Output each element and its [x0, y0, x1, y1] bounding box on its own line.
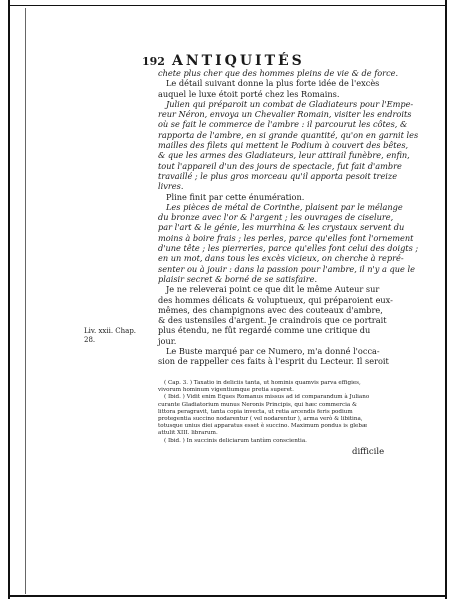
margin-note: [84, 327, 150, 345]
text-line: jour.: [158, 335, 177, 346]
text-line: tout l'appareil d'un des jours de spectacle, fut fait d'ambre: [158, 160, 402, 171]
text-line: mailles des filets qui mettent le Podium à couvert des bêtes,: [158, 140, 409, 151]
text-line: plus étendu, ne fût regardé comme une critique du: [158, 325, 371, 336]
footnote-line: ( Ibid. ) Vidit enim Eques Romanus missus ad id comparandum à Juliano: [164, 394, 370, 401]
text-line: Je ne releverai point ce que dit le même Auteur sur: [166, 284, 380, 295]
scan-border-left: [8, 0, 10, 599]
footnotes: [158, 380, 390, 445]
page-number: 192: [142, 55, 165, 68]
footnote-line: vivorum hominum vigentiumque pretia superet.: [158, 387, 294, 394]
text-line: moins à boire frais ; les perles, parce qu'elles font l'ornement: [158, 232, 414, 243]
text-line: Le détail suivant donne la plus forte idée de l'excès: [166, 78, 380, 89]
text-line: sion de rappeller ces faits à l'esprit du Lecteur. Il seroit: [158, 356, 389, 367]
text-line: du bronze avec l'or & l'argent ; les ouvrages de ciselure,: [158, 212, 394, 223]
footnote-line: littora peragravit, tanta copia invecta, ut retia arcendis feris podium: [158, 408, 353, 415]
footnote-line: protegentia succino nodarentur ( vel nodarentur ), arma verò & libitina,: [158, 416, 363, 423]
text-line: d'une tête ; les pierreries, parce qu'elles font celui des doigts ;: [158, 243, 419, 254]
footnote-line: totusque unius diei apparatus esset è succino. Maximum pondus is glebæ: [158, 423, 368, 430]
text-line: travaillé ; le plus gros morceau qu'il apporta pesoit treize: [158, 170, 398, 181]
scan-border-top: [8, 5, 447, 6]
footnote-line: attulit XIII. librarum.: [158, 430, 218, 437]
text-line: rapporta de l'ambre, en si grande quantité, qu'on en garnit les: [158, 129, 419, 140]
footnote-line: ( Ibid. ) In succinis deliciarum tantùm conscientia.: [164, 437, 307, 444]
text-line: senter ou à jouir : dans la passion pour l'ambre, il n'y a que le: [158, 263, 415, 274]
binding-gutter-line: [25, 8, 26, 594]
text-line: Le Buste marqué par ce Numero, m'a donné l'occa-: [166, 346, 380, 357]
footnote-line: ( Cap. 3. ) Taxatio in deliciis tanta, ut hominis quamvis parva effigies,: [164, 380, 361, 386]
catchword: difficile: [352, 447, 385, 457]
scan-border-right: [445, 0, 447, 599]
text-line: & que les armes des Gladiateurs, leur attirail funèbre, enfin,: [158, 150, 410, 161]
text-line: auquel le luxe étoit porté chez les Romains.: [158, 88, 340, 99]
text-line: Julien qui préparoit un combat de Gladiateurs pour l'Empe-: [166, 98, 414, 109]
text-line: des hommes délicats & voluptueux, qui préparoient eux-: [158, 294, 393, 305]
margin-note-line: 28.: [84, 336, 96, 344]
text-line: en un mot, dans tous les excès vicieux, on cherche à repré-: [158, 253, 404, 264]
body-text: [158, 68, 419, 367]
text-line: mêmes, des champignons avec des couteaux d'ambre,: [158, 304, 383, 315]
text-line: reur Néron, envoya un Chevalier Romain, visiter les endroits: [158, 109, 412, 120]
text-line: plaisir secret & borné de se satisfaire.: [158, 273, 318, 284]
text-line: Les pièces de métal de Corinthe, plaisent par le mélange: [166, 201, 403, 212]
text-line: livres.: [158, 181, 184, 192]
scan-border-bottom: [8, 595, 447, 597]
text-line: Pline finit par cette énumération.: [166, 191, 305, 202]
text-line: chete plus cher que des hommes pleins de vie & de force.: [158, 68, 399, 78]
margin-note-line: Liv. xxii. Chap.: [84, 327, 137, 335]
text-line: par l'art & le génie, les murrhina & les crystaux servent du: [158, 222, 405, 233]
text-line: où se fait le commerce de l'ambre : il parcourut les côtes, &: [158, 119, 408, 130]
text-line: & des ustensiles d'argent. Je craindrois que ce portrait: [158, 315, 387, 326]
running-title: ANTIQUITÉS: [172, 53, 305, 69]
footnote-line: curante Gladiatorium munus Neronis Principis, qui hæc commercia &: [158, 401, 357, 408]
